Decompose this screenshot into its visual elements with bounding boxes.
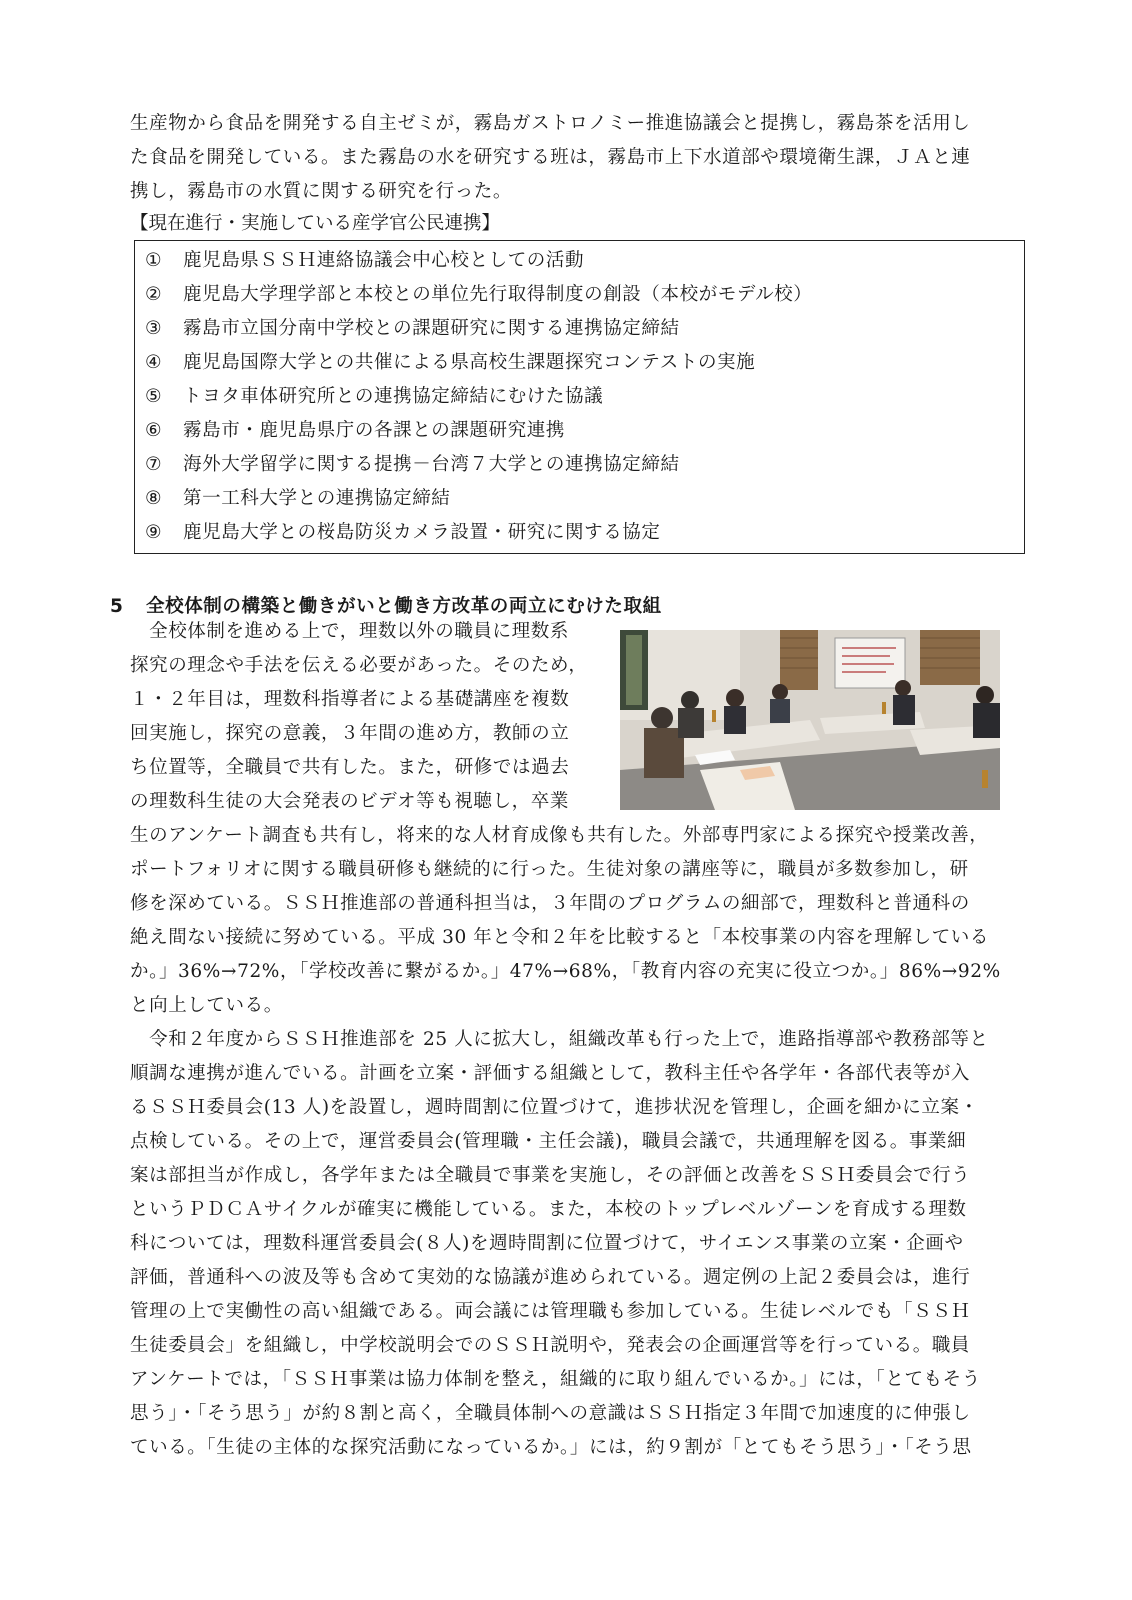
body-line-14: 評価，普通科への波及等も含めて実効的な協議が進められている。週定例の上記２委員会は，進行 xyxy=(130,1267,971,1288)
body-line-7: 令和２年度からＳＳＨ推進部を 25 人に拡大し，組織改革も行った上で，進路指導部や教務部等と xyxy=(130,1029,989,1050)
wrapped-line-6: の理数科生徒の大会発表のビデオ等も視聴し，卒業 xyxy=(130,791,569,812)
item-text: 第一工科大学との連携協定締結 xyxy=(183,488,451,509)
body-line-8: 順調な連携が進んでいる。計画を立案・評価する組織として，教科主任や各学年・各部代表等が入 xyxy=(130,1063,971,1084)
partnership-item-9 xyxy=(145,516,661,550)
partnership-item-1 xyxy=(145,244,584,278)
partnership-heading: 【現在進行・実施している産学官公民連携】 xyxy=(130,213,501,234)
wrapped-line-2: 探究の理念や手法を伝える必要があった。そのため， xyxy=(130,655,588,676)
body-line-9: るＳＳＨ委員会(13 人)を設置し，週時間割に位置づけて，進捗状況を管理し，企画を細かに立案・ xyxy=(130,1097,979,1118)
partnership-item-8 xyxy=(145,482,450,516)
intro-line-2: た食品を開発している。また霧島の水を研究する班は，霧島市上下水道部や環境衛生課，ＪＡと連 xyxy=(130,147,971,168)
body-line-10: 点検している。その上で，運営委員会(管理職・主任会議)，職員会議で，共通理解を図る。事業細 xyxy=(130,1131,967,1152)
intro-line-1: 生産物から食品を開発する自主ゼミが，霧島ガストロノミー推進協議会と提携し，霧島茶を活用し xyxy=(130,113,971,134)
item-number: ⑤ xyxy=(145,386,163,407)
body-line-12: というＰＤＣＡサイクルが確実に機能している。また，本校のトップレベルゾーンを育成する理数 xyxy=(130,1199,967,1220)
item-text: 鹿児島大学との桜島防災カメラ設置・研究に関する協定 xyxy=(183,522,661,543)
partnership-item-2 xyxy=(145,278,812,312)
item-number: ③ xyxy=(145,318,163,339)
item-number: ② xyxy=(145,284,163,305)
item-number: ⑦ xyxy=(145,454,163,475)
body-line-16: 生徒委員会」を組織し，中学校説明会でのＳＳＨ説明や，発表会の企画運営等を行っている。職員 xyxy=(130,1335,971,1356)
body-line-4: 絶え間ない接続に努めている。平成 30 年と令和２年を比較すると「本校事業の内容を理解している xyxy=(130,927,990,948)
intro-line-3: 携し，霧島市の水質に関する研究を行った。 xyxy=(130,181,513,202)
item-text: 鹿児島国際大学との共催による県高校生課題探究コンテストの実施 xyxy=(183,352,756,373)
partnership-list-box xyxy=(134,240,1025,554)
body-line-2: ポートフォリオに関する職員研修も継続的に行った。生徒対象の講座等に，職員が多数参加し，研 xyxy=(130,859,969,880)
item-text: 海外大学留学に関する提携－台湾７大学との連携協定締結 xyxy=(183,454,680,475)
body-line-6: と向上している。 xyxy=(130,995,283,1016)
body-line-1: 生のアンケート調査も共有し，将来的な人材育成像も共有した。外部専門家による探究や授業改善， xyxy=(130,825,989,846)
body-line-3: 修を深めている。ＳＳＨ推進部の普通科担当は，３年間のプログラムの細部で，理数科と普通科の xyxy=(130,893,970,914)
meeting-photo-illustration xyxy=(620,630,1000,810)
body-line-15: 管理の上で実働性の高い組織である。両会議には管理職も参加している。生徒レベルでも「ＳＳＨ xyxy=(130,1301,971,1322)
body-line-18: 思う」・「そう思う」が約８割と高く，全職員体制への意識はＳＳＨ指定３年間で加速度的に伸張し xyxy=(130,1403,971,1424)
item-number: ⑥ xyxy=(145,420,163,441)
wrapped-line-1: 全校体制を進める上で，理数以外の職員に理数系 xyxy=(130,621,569,642)
partnership-item-3 xyxy=(145,312,680,346)
wrapped-line-3: １・２年目は，理数科指導者による基礎講座を複数 xyxy=(130,689,570,710)
partnership-item-6 xyxy=(145,414,565,448)
item-number: ④ xyxy=(145,352,163,373)
item-number: ① xyxy=(145,250,163,271)
body-line-11: 案は部担当が作成し，各学年または全職員で事業を実施し，その評価と改善をＳＳＨ委員会で行う xyxy=(130,1165,971,1186)
item-text: 鹿児島大学理学部と本校との単位先行取得制度の創設（本校がモデル校） xyxy=(183,284,813,305)
item-number: ⑨ xyxy=(145,522,163,543)
item-text: 鹿児島県ＳＳＨ連絡協議会中心校としての活動 xyxy=(183,250,585,271)
body-line-5: か。」36%→72%，「学校改善に繋がるか。」47%→68%，「教育内容の充実に役立つか。」86%→92% xyxy=(130,961,1001,982)
item-text: 霧島市立国分南中学校との課題研究に関する連携協定締結 xyxy=(183,318,680,339)
section-number: 5 xyxy=(110,596,124,617)
wrapped-line-5: ち位置等，全職員で共有した。また，研修では過去 xyxy=(130,757,570,778)
body-line-13: 科については，理数科運営委員会(８人)を週時間割に位置づけて，サイエンス事業の立案・企画や xyxy=(130,1233,964,1254)
partnership-item-7 xyxy=(145,448,680,482)
meeting-photo xyxy=(620,630,1000,810)
item-number: ⑧ xyxy=(145,488,163,509)
partnership-item-5 xyxy=(145,380,603,414)
partnership-item-4 xyxy=(145,346,755,380)
body-line-17: アンケートでは，「ＳＳＨ事業は協力体制を整え，組織的に取り組んでいるか。」には，「とてもそう xyxy=(130,1369,981,1390)
item-text: トヨタ車体研究所との連携協定締結にむけた協議 xyxy=(183,386,604,407)
section-title-text: 全校体制の構築と働きがいと働き方改革の両立にむけた取組 xyxy=(146,596,662,617)
item-text: 霧島市・鹿児島県庁の各課との課題研究連携 xyxy=(183,420,566,441)
wrapped-line-4: 回実施し，探究の意義，３年間の進め方，教師の立 xyxy=(130,723,570,744)
body-line-19: ている。「生徒の主体的な探究活動になっているか。」には，約９割が「とてもそう思う」・「そう思 xyxy=(130,1437,972,1458)
